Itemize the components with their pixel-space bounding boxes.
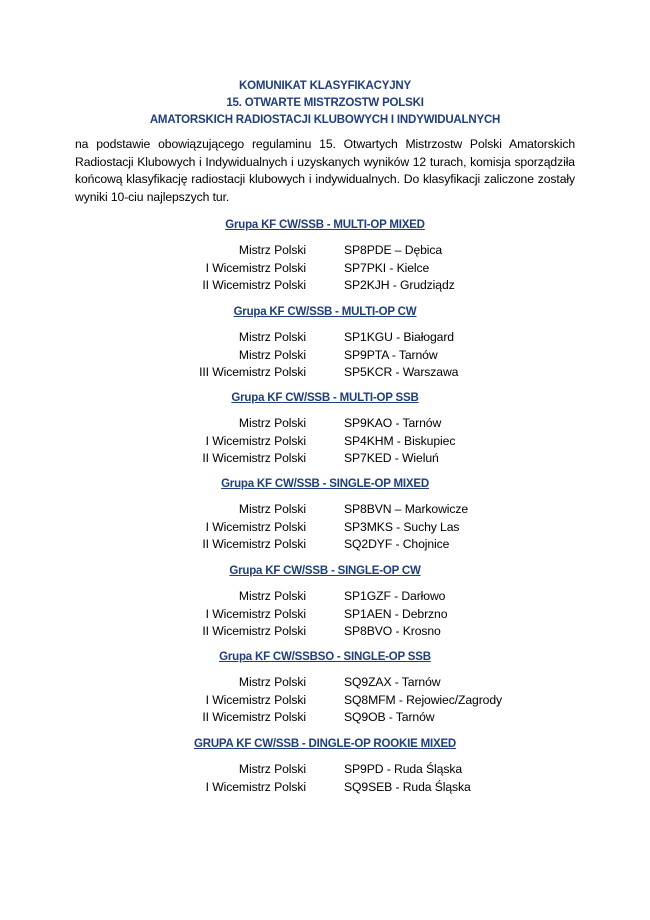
- rank-label: II Wicemistrz Polski: [202, 451, 306, 466]
- rank-label: II Wicemistrz Polski: [202, 710, 306, 725]
- result-row: [0, 277, 650, 295]
- rank-label: I Wicemistrz Polski: [205, 519, 306, 534]
- rank-label: Mistrz Polski: [238, 762, 306, 776]
- group-title: Grupa KF CW/SSB - MULTI-OP SSB: [231, 392, 419, 404]
- result-row: [0, 260, 650, 278]
- rank-label: II Wicemistrz Polski: [202, 537, 306, 552]
- rank-label: Mistrz Polski: [238, 589, 306, 603]
- station-name: SP9KAO - Tarnów: [344, 416, 442, 430]
- result-row: [0, 519, 650, 537]
- station-name: SP1KGU - Białogard: [344, 330, 454, 344]
- classification-group: [0, 476, 650, 554]
- rank-label: Mistrz Polski: [238, 330, 306, 344]
- result-row: [0, 501, 650, 519]
- station-name: SP5KCR - Warszawa: [344, 365, 459, 380]
- classification-group: [0, 736, 650, 796]
- result-row: [0, 536, 650, 554]
- classification-group: [0, 649, 650, 727]
- rank-label: Mistrz Polski: [238, 243, 306, 257]
- classification-group: [0, 390, 650, 468]
- result-row: [0, 606, 650, 624]
- rank-label: I Wicemistrz Polski: [205, 433, 306, 448]
- station-name: SP1GZF - Darłowo: [344, 589, 446, 603]
- result-row: [0, 242, 650, 260]
- station-name: SP7KED - Wieluń: [344, 451, 439, 466]
- rank-label: I Wicemistrz Polski: [205, 779, 306, 794]
- result-row: [0, 415, 650, 433]
- station-name: SP8BVN – Markowicze: [344, 502, 469, 516]
- station-name: SP4KHM - Biskupiec: [344, 433, 456, 448]
- result-row: [0, 779, 650, 797]
- document-header: [0, 78, 650, 129]
- rank-label: III Wicemistrz Polski: [199, 365, 306, 380]
- station-name: SP2KJH - Grudziądz: [344, 278, 455, 293]
- result-row: [0, 674, 650, 692]
- rank-label: Mistrz Polski: [238, 347, 306, 362]
- result-row: [0, 761, 650, 779]
- result-row: [0, 588, 650, 606]
- result-row: [0, 347, 650, 365]
- group-title: Grupa KF CW/SSB - MULTI-OP CW: [233, 306, 417, 318]
- classification-group: [0, 563, 650, 641]
- group-title: Grupa KF CW/SSB - SINGLE-OP MIXED: [221, 478, 429, 490]
- result-row: [0, 623, 650, 641]
- rank-label: I Wicemistrz Polski: [205, 260, 306, 275]
- group-title: Grupa KF CW/SSB - MULTI-OP MIXED: [225, 219, 425, 231]
- station-name: SP1AEN - Debrzno: [344, 606, 448, 621]
- rank-label: Mistrz Polski: [238, 502, 306, 516]
- rank-label: II Wicemistrz Polski: [202, 278, 306, 293]
- result-row: [0, 692, 650, 710]
- station-name: SQ9SEB - Ruda Śląska: [344, 779, 471, 794]
- result-row: [0, 709, 650, 727]
- result-row: [0, 364, 650, 382]
- header-line-3: AMATORSKICH RADIOSTACJI KLUBOWYCH I INDYWIDUALNYCH: [149, 114, 501, 126]
- intro-paragraph: na podstawie obowiązującego regulaminu 15. Otwartych Mistrzostw Polski Amatorskich Radiostacji Klubowych i Indywidualnych i uzyskanych wyników 12 turach, komisja sporządziła końcową klasyfikację radiostacji klubowych i indywidualnych. Do klasyfikacji zaliczone zostały wyniki 10-ciu najlepszych tur.: [75, 137, 575, 204]
- station-name: SQ9OB - Tarnów: [344, 710, 435, 725]
- result-row: [0, 450, 650, 468]
- group-title: Grupa KF CW/SSBSO - SINGLE-OP SSB: [219, 651, 431, 663]
- station-name: SP8PDE – Dębica: [344, 243, 443, 257]
- station-name: SP9PTA - Tarnów: [344, 347, 438, 362]
- rank-label: I Wicemistrz Polski: [205, 606, 306, 621]
- rank-label: Mistrz Polski: [238, 675, 306, 689]
- result-row: [0, 329, 650, 347]
- station-name: SP3MKS - Suchy Las: [344, 519, 460, 534]
- result-row: [0, 433, 650, 451]
- header-line-1: KOMUNIKAT KLASYFIKACYJNY: [239, 80, 411, 92]
- header-line-2: 15. OTWARTE MISTRZOSTW POLSKI: [226, 97, 424, 109]
- rank-label: Mistrz Polski: [238, 416, 306, 430]
- station-name: SQ9ZAX - Tarnów: [344, 675, 441, 689]
- rank-label: II Wicemistrz Polski: [202, 624, 306, 639]
- classification-group: [0, 217, 650, 295]
- station-name: SQ2DYF - Chojnice: [344, 537, 450, 552]
- group-title: GRUPA KF CW/SSB - DINGLE-OP ROOKIE MIXED: [193, 738, 457, 750]
- station-name: SP9PD - Ruda Śląska: [344, 762, 462, 776]
- group-title: Grupa KF CW/SSB - SINGLE-OP CW: [229, 565, 421, 577]
- rank-label: I Wicemistrz Polski: [205, 692, 306, 707]
- station-name: SQ8MFM - Rejowiec/Zagrody: [344, 692, 503, 707]
- classification-group: [0, 304, 650, 382]
- station-name: SP8BVO - Krosno: [344, 624, 441, 639]
- station-name: SP7PKI - Kielce: [344, 260, 430, 275]
